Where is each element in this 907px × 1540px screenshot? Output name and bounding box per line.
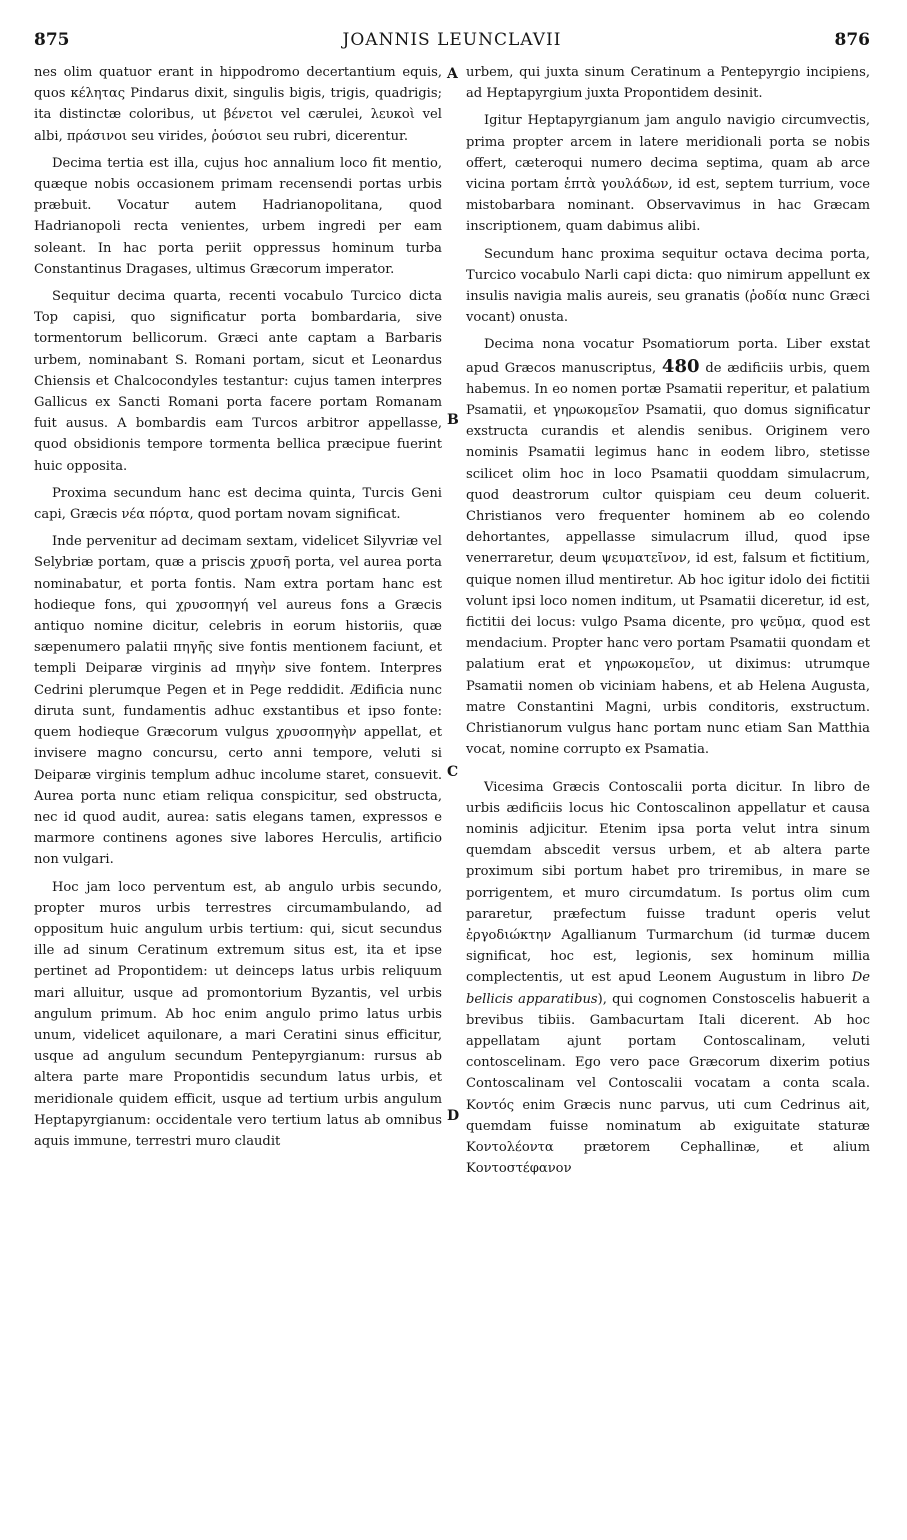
paragraph: nes olim quatuor erant in hippodromo decertantium equis, quos κέλητας Pindarus dixit, singulis bigis, trigis, quadrigis; ita distinctæ coloribus, ut βένετοι vel cærulei, λευκοὶ vel albi, πράσινοι seu virides, ῥούσιοι seu rubri, dicerentur. [34, 65, 442, 144]
paragraph: Proxima secundum hanc est decima quinta, Turcis Geni capi, Græcis νέα πόρτα, quod portam novam significat. [34, 485, 442, 523]
paragraph-text: Vicesima Græcis Contoscalii porta dicitur. In libro de urbis ædificiis locus hic Contoscalinon appellatur et causa nominis adjicitur. Etenim ipsa porta velut intra sinum quemdam abscedit versus urbem, et ab altera parte proximum sibi portum habet pro triremibus, in mare se porrigentem, et muro circumdatum. Is portus olim cum pararetur, præfectum fuisse tradunt operis velut ἐργοδιώκτην Agallianum Turmarchum (id turmæ ducem significat, hoc est, legionis, sex hominum millia complectentis, ut est apud Leonem Augustum in libro [466, 779, 870, 986]
paragraph: Hoc jam loco perventum est, ab angulo urbis secundo, propter muros urbis terrestres circumambulando, ad oppositum huic angulum urbis tertium: qui, sicut secundus ille ad sinum Ceratinum extremum situs est, ita et ipse pertinet ad Propontidem: ut deinceps latus urbis reliquum mari alluitur, usque ad promontorium Byzantis, vel urbis angulum primum. Ab hoc enim angulo primo latus urbis unum, videlicet aquilonare, a mari Ceratini sinus efficitur, usque ad angulum secundum Pentepyrgianum: rursus ab altera parte mare Propontidis secundum latus urbis, et meridionale quidem efficit, usque ad tertium urbis angulum Heptapyrgianum: occidentale vero tertium latus ab omnibus aquis immune, terrestri muro claudit [34, 879, 442, 1149]
paragraph-text: ), qui cognomen Constoscelis habuerit a brevibus tibiis. Gambacurtam Itali dicerent. Ab hoc appellatam ajunt portam Contoscalinam, veluti contoscelinam. Ego vero pace Græcorum dixerim potius Contoscalinam vel Contoscalii vocatam a conta scala. Κοντός enim Græcis nunc parvus, uti cum Cedrinus ait, quemdam fuisse nominatum ab exiguitate staturæ Κοντολέοντα prætorem Cephallinæ, et alium Κοντοστέφανον [466, 991, 870, 1177]
paragraph: Decima tertia est illa, cujus hoc annalium loco fit mentio, quæque nobis occasionem primam recensendi portas urbis præbuit. Vocatur autem Hadrianopolitana, quod Hadrianopoli recta venientes, urbem ingredi per eam soleant. In hac porta periit oppressus hominum turba Constantinus Dragases, ultimus Græcorum imperator. [34, 155, 442, 277]
margin-mark-c: C [447, 764, 459, 780]
margin-mark-b: B [447, 412, 459, 428]
paragraph: Igitur Heptapyrgianum jam angulo navigio circumvectis, prima propter arcem in latere meridionali porta se nobis offert, cæteroqui numero decima septima, quam ab arce vicina portam ἑπτὰ γουλάδων, id est, septem turrium, voce mistobarbara nominant. Observavimus in hac Græcam inscriptionem, quam dabimus alibi. [466, 113, 870, 235]
paragraph: Inde pervenitur ad decimam sextam, videlicet Silyvriæ vel Selybriæ portam, quæ a priscis χρυσῆ porta, vel aurea porta nominabatur, et porta fontis. Nam extra portam hanc est hodieque fons, qui χρυσοπηγή vel aureus fons a Græcis antiquo nomine dicitur, celebris in eorum historiis, quæ sæpenumero palatii πηγῆς sive fontis mentionem faciunt, et templi Deiparæ virginis ad πηγὴν sive fontem. Interpres Cedrini plerumque Pegen et in Pege reddidit. Ædificia nunc diruta sunt, fundamentis adhuc exstantibus et ipso fonte: quem hodieque Græcorum vulgus χρυσοπηγὴν appellat, et invisere magno concursu, certo anni tempore, veluti si Deiparæ virginis templum adhuc incolume staret, consuevit. Aurea porta nunc etiam reliqua conspicitur, sed obstructa, nec id quod audit, aurea: satis elegans tamen, expressos e marmore continens agones sive labores Herculis, artificio non vulgari. [34, 534, 442, 868]
page-header [34, 30, 870, 58]
paragraph: urbem, qui juxta sinum Ceratinum a Pentepyrgio incipiens, ad Heptapyrgium juxta Propontidem desinit. [466, 65, 870, 102]
paragraph-text: de ædificiis urbis, quem habemus. In eo nomen portæ Psamatii reperitur, et palatium Psamatii, et γηρωκομεῖον Psamatii, quo domus significatur exstructa curandis et alendis senibus. Originem vero nominis Psamatii legimus hanc in eodem libro, stetisse scilicet olim hoc in loco Psamatii quoddam simulacrum, quod deastrorum cultor quispiam ceu deum coluerit. Christianos vero frequenter hominem ab eo colendo dehortantes, appellasse simulacrum illud, quod ipse venerraretur, deum ψευματεῖνον, id est, falsum et fictitium, quique nomen illud mentiretur. Ab hoc igitur idolo dei fictitii volunt ipsi loco nomen inditum, ut Psamatii diceretur, id est, fictitii dei locus: vulgo Psama dicente, pro ψεῦμα, quod est mendacium. Propter hanc vero portam Psamatii quondam et palatium erat et γηρωκομεῖον, ut diximus: utrumque Psamatii nomen ob viciniam habens, et ab Helena Augusta, matre Constantini Magni, urbis conditoris, exstructum. Christianorum vulgus hanc portam nunc etiam San Matthia vocat, nomine corrupto ex Psamatia. [466, 360, 870, 758]
paragraph: Sequitur decima quarta, recenti vocabulo Turcico dicta Top capisi, quo significatur porta bombardaria, sive tormentorum bellicorum. Græci ante captam a Barbaris urbem, nominabant S. Romani portam, sicut et Leonardus Chiensis et Chalcocondyles testantur: cujus tamen interpres Gallicus ex Sancti Romani porta facere portam Romanam fuit ausus. A bombardis eam Turcos arbitror appellasse, quod obsidionis tempore tormenta bellica præcipue fuerint huic opposita. [34, 289, 442, 474]
folio-number: 480 [661, 355, 700, 377]
running-title: JOANNIS LEUNCLAVII [342, 30, 562, 50]
right-column [466, 62, 870, 1185]
paragraph [466, 334, 870, 760]
paragraph-text: Decima nona vocatur Psomatiorum porta. Liber exstat apud Græcos manuscriptus, [466, 337, 870, 376]
paragraph [466, 777, 870, 1180]
margin-mark-a: A [447, 66, 458, 82]
left-column [34, 62, 442, 1158]
page-number-left: 875 [34, 30, 70, 50]
book-title: De bellicis apparatibus [466, 970, 870, 1007]
margin-mark-d: D [447, 1108, 460, 1124]
page-number-right: 876 [834, 30, 870, 50]
paragraph: Secundum hanc proxima sequitur octava decima porta, Turcico vocabulo Narli capi dicta: quo nimirum appellunt ex insulis navigia malis aureis, seu granatis (ῥοδία nunc Græci vocant) onusta. [466, 246, 870, 326]
